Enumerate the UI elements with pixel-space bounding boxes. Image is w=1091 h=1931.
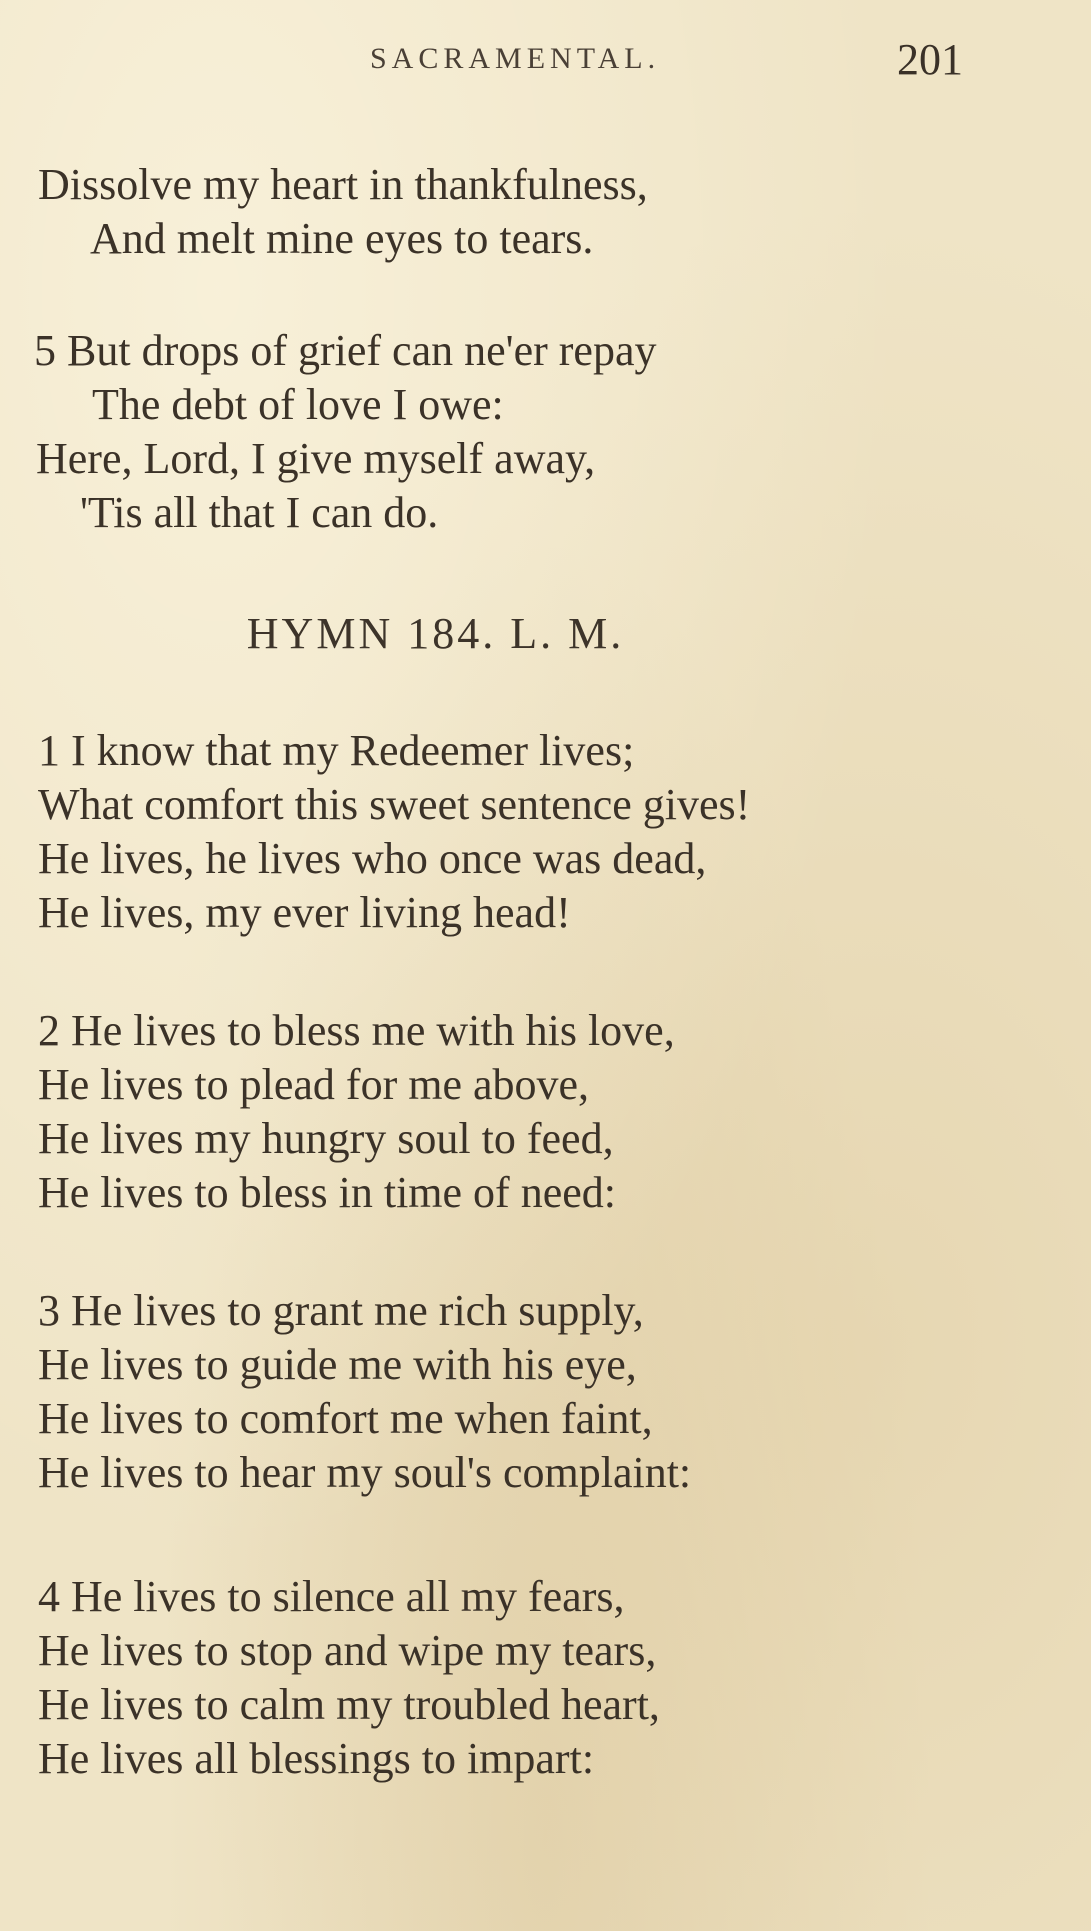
verse-line: He lives to comfort me when faint, bbox=[38, 1394, 653, 1443]
verse-line: He lives all blessings to impart: bbox=[38, 1734, 595, 1783]
verse-line: The debt of love I owe: bbox=[92, 380, 504, 429]
verse-line: He lives to stop and wipe my tears, bbox=[38, 1626, 657, 1675]
verse-line: He lives my hungry soul to feed, bbox=[38, 1114, 614, 1163]
verse-line: He lives to calm my troubled heart, bbox=[38, 1680, 660, 1729]
verse-line: Here, Lord, I give myself away, bbox=[36, 434, 596, 483]
verse-line: 4 He lives to silence all my fears, bbox=[38, 1572, 625, 1621]
verse-line: He lives to plead for me above, bbox=[38, 1060, 590, 1109]
running-title: SACRAMENTAL. bbox=[370, 42, 661, 75]
verse-line: 'Tis all that I can do. bbox=[80, 488, 439, 537]
verse-line: He lives to bless in time of need: bbox=[38, 1168, 616, 1217]
verse-line: Dissolve my heart in thankfulness, bbox=[38, 160, 648, 209]
hymn-title: HYMN 184. L. M. bbox=[246, 609, 625, 658]
verse-line: He lives to hear my soul's complaint: bbox=[38, 1448, 692, 1497]
verse-line: 3 He lives to grant me rich supply, bbox=[38, 1286, 644, 1335]
verse-line: 5 But drops of grief can ne'er repay bbox=[34, 326, 657, 375]
verse-line: He lives to guide me with his eye, bbox=[38, 1340, 637, 1389]
page-number: 201 bbox=[897, 35, 963, 84]
verse-line: What comfort this sweet sentence gives! bbox=[38, 780, 751, 829]
verse-line: 2 He lives to bless me with his love, bbox=[38, 1006, 675, 1055]
verse-line: And melt mine eyes to tears. bbox=[90, 214, 594, 263]
verse-line: He lives, my ever living head! bbox=[38, 888, 571, 937]
verse-line: 1 I know that my Redeemer lives; bbox=[38, 726, 635, 775]
running-head bbox=[0, 34, 1091, 84]
verse-line: He lives, he lives who once was dead, bbox=[38, 834, 707, 883]
